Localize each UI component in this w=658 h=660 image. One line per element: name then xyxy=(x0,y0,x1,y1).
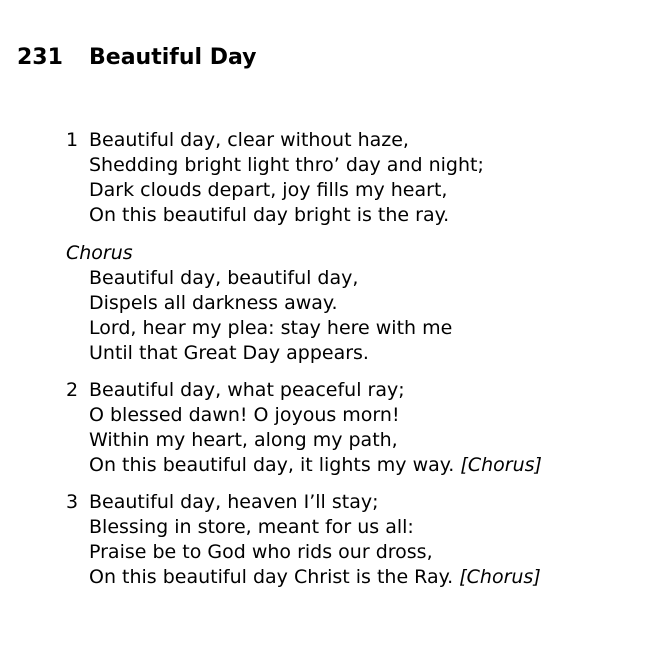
verse-line: Blessing in store, meant for us all: xyxy=(89,516,414,538)
hymn-title: Beautiful Day xyxy=(89,45,257,70)
hymn-number: 231 xyxy=(17,45,63,70)
verse-number: 3 xyxy=(66,491,79,513)
verse-line: Within my heart, along my path, xyxy=(89,429,398,451)
hymn-header xyxy=(17,43,256,73)
verse-3 xyxy=(66,490,646,590)
chorus-line: Lord, hear my plea: stay here with me xyxy=(89,317,453,339)
verse-line: Dark clouds depart, joy fills my heart, xyxy=(89,179,448,201)
verse-line: Praise be to God who rids our dross, xyxy=(89,541,433,563)
verse-line: On this beautiful day bright is the ray. xyxy=(89,204,450,226)
chorus-reference: [Chorus] xyxy=(460,454,542,476)
verse-line xyxy=(66,453,646,478)
verse-line: Shedding bright light thro’ day and night; xyxy=(89,154,484,176)
verse-number: 1 xyxy=(66,129,79,151)
chorus-line: Beautiful day, beautiful day, xyxy=(89,267,359,289)
verse-line-text: On this beautiful day Christ is the Ray. xyxy=(89,566,454,588)
chorus-reference: [Chorus] xyxy=(459,566,541,588)
verse-number: 2 xyxy=(66,379,79,401)
chorus-line: Until that Great Day appears. xyxy=(89,342,369,364)
verse-line: O blessed dawn! O joyous morn! xyxy=(89,404,400,426)
hymn-body xyxy=(66,128,646,590)
chorus-line: Dispels all darkness away. xyxy=(89,292,338,314)
verse-2 xyxy=(66,378,646,478)
verse-line xyxy=(66,565,646,590)
verse-line: Beautiful day, what peaceful ray; xyxy=(89,379,405,401)
verse-line: Beautiful day, clear without haze, xyxy=(89,129,409,151)
verse-1 xyxy=(66,128,646,228)
verse-line: Beautiful day, heaven I’ll stay; xyxy=(89,491,379,513)
verse-line-text: On this beautiful day, it lights my way. xyxy=(89,454,455,476)
chorus-label: Chorus xyxy=(66,242,133,264)
chorus xyxy=(66,241,646,366)
